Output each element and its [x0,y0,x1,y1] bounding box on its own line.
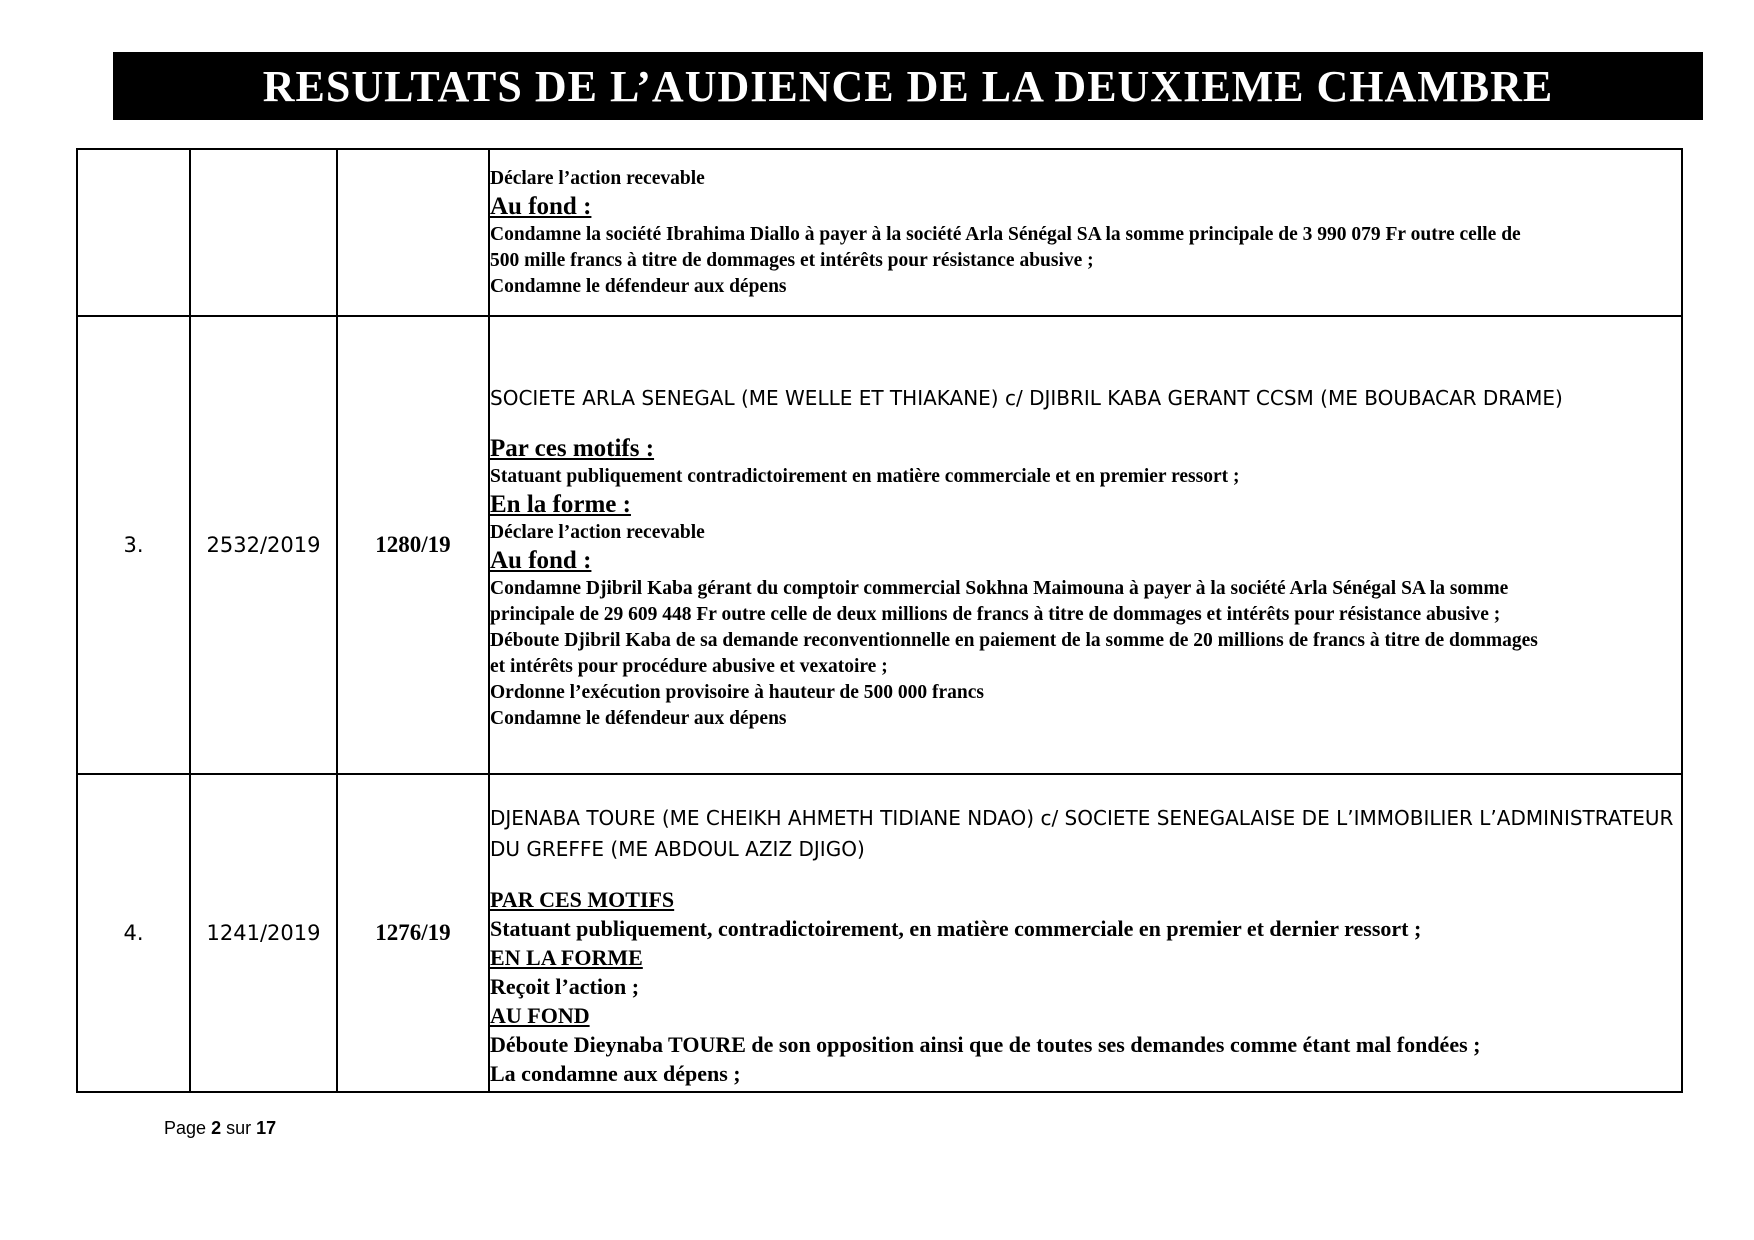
decision-line: principale de 29 609 448 Fr outre celle de deux millions de francs à titre de dommages et intérêts pour résistance abusive ; [490,603,1501,625]
parties-text: DJENABA TOURE (ME CHEIKH AHMETH TIDIANE NDAO) c/ SOCIETE SENEGALAISE DE L’IMMOBILIER L’ADMINISTRATEUR DU GREFFE (ME ABDOUL AZIZ DJIGO) [490,805,1674,861]
footer-of-label: sur [226,1118,252,1138]
decision-line: Ordonne l’exécution provisoire à hauteur de 500 000 francs [490,681,984,703]
section-heading: PAR CES MOTIFS [490,886,675,912]
section-heading: Au fond : [490,546,592,574]
rg-number: 2532/2019 [190,316,337,774]
table-row-continuation [77,149,1682,316]
decision-cell [489,774,1682,1092]
footer-total-pages: 17 [256,1118,277,1138]
rg-number: 1241/2019 [190,774,337,1092]
table-row-3 [77,316,1682,774]
case-number: 3. [77,316,190,774]
decision-cell [489,316,1682,774]
role-number: 1276/19 [337,774,489,1092]
section-heading: En la forme : [490,490,631,518]
case-number: 4. [77,774,190,1092]
footer-current-page: 2 [211,1118,222,1138]
decision-line: Condamne le défendeur aux dépens [490,275,787,297]
decision-cell [489,149,1682,316]
decision-line: Condamne la société Ibrahima Diallo à payer à la société Arla Sénégal SA la somme principale de 3 990 079 Fr outre celle de [490,223,1521,245]
decision-line: et intérêts pour procédure abusive et vexatoire ; [490,655,888,677]
role-number: 1280/19 [337,316,489,774]
section-heading: EN LA FORME [490,944,643,970]
decision-line: Déboute Dieynaba TOURE de son opposition ainsi que de toutes ses demandes comme étant mal fondées ; [490,1031,1481,1057]
page-footer [164,1118,276,1139]
section-heading: Par ces motifs : [490,434,655,462]
rg-cell [190,149,337,316]
role-cell [337,149,489,316]
decision-line: Statuant publiquement, contradictoirement, en matière commerciale en premier et dernier ressort ; [490,915,1422,941]
results-table [76,148,1683,1093]
decision-line: Condamne Djibril Kaba gérant du comptoir commercial Sokhna Maimouna à payer à la société Arla Sénégal SA la somme [490,577,1509,599]
page-title: RESULTATS DE L’AUDIENCE DE LA DEUXIEME CHAMBRE [262,61,1554,111]
section-heading: AU FOND [490,1002,590,1028]
footer-page-label: Page [164,1118,207,1138]
decision-line: Statuant publiquement contradictoirement en matière commerciale et en premier ressort ; [490,465,1240,487]
decision-line: 500 mille francs à titre de dommages et intérêts pour résistance abusive ; [490,249,1094,271]
decision-line: Déclare l’action recevable [490,167,705,189]
decision-line: Reçoit l’action ; [490,973,640,999]
parties-text: SOCIETE ARLA SENEGAL (ME WELLE ET THIAKANE) c/ DJIBRIL KABA GERANT CCSM (ME BOUBACAR DRAME) [490,385,1563,410]
page-header-banner [113,52,1703,120]
decision-line: La condamne aux dépens ; [490,1060,741,1086]
decision-line: Condamne le défendeur aux dépens [490,707,787,729]
decision-line: Déclare l’action recevable [490,521,705,543]
section-heading: Au fond : [490,192,592,220]
decision-line: Déboute Djibril Kaba de sa demande reconventionnelle en paiement de la somme de 20 millions de francs à titre de dommages [490,629,1538,651]
table-row-4 [77,774,1682,1092]
number-cell [77,149,190,316]
